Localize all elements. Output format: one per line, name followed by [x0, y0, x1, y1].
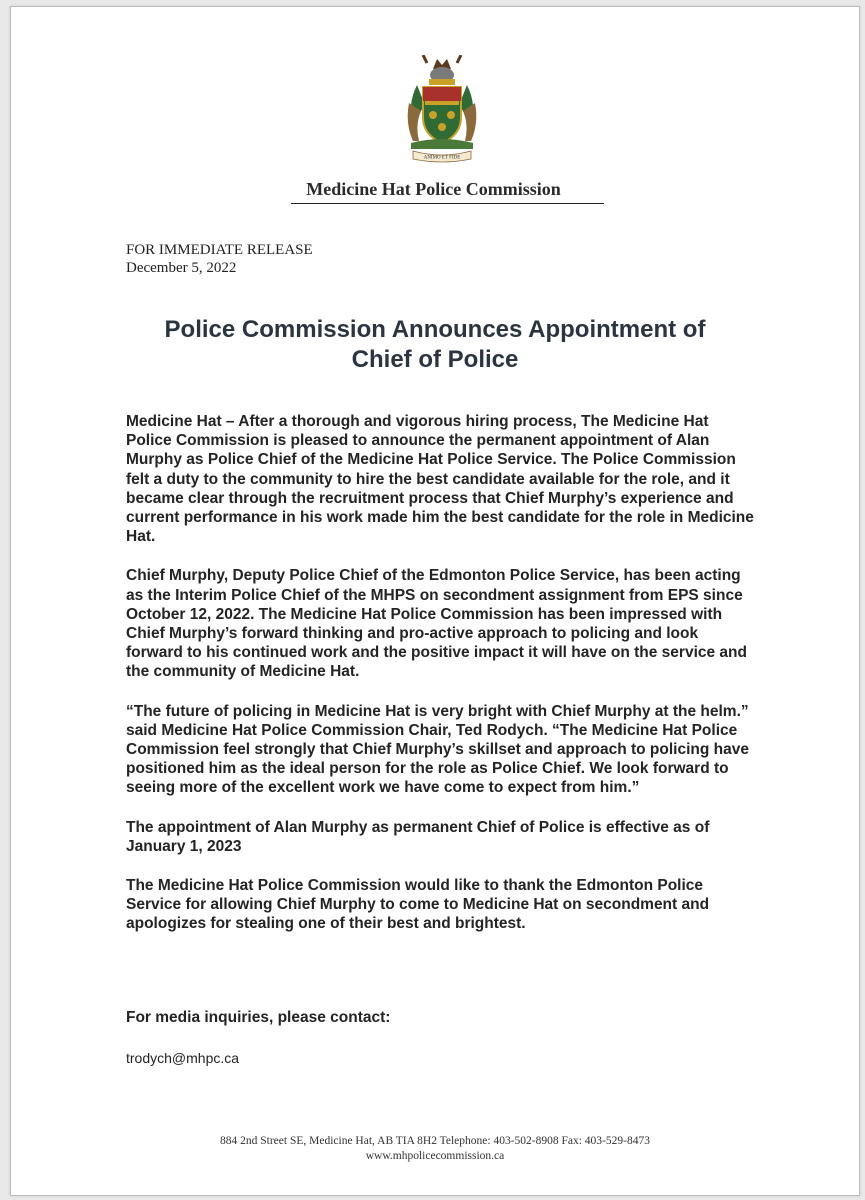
body-paragraph: The appointment of Alan Murphy as permanent Chief of Police is effective as of January 1, 2023: [126, 818, 710, 855]
headline-line-2: Chief of Police: [351, 346, 519, 373]
headline-line-1: Police Commission Announces Appointment of: [164, 316, 706, 343]
headline: [11, 315, 859, 375]
release-label: FOR IMMEDIATE RELEASE: [126, 242, 313, 258]
release-block: [126, 241, 313, 277]
contact-email[interactable]: trodych@mhpc.ca: [126, 1050, 240, 1066]
release-date: December 5, 2022: [126, 260, 237, 276]
footer-website[interactable]: www.mhpolicecommission.ca: [365, 1150, 505, 1162]
document-page: [10, 6, 860, 1196]
body-paragraph: Chief Murphy, Deputy Police Chief of the Edmonton Police Service, has been acting as the Interim Police Chief of the MHPS on secondment assignment from EPS since October 12, 2022. The Medicine Hat Police Commission has been impressed with Chief Murphy’s forward thinking and pro-active approach to policing and look forward to his continued work and the positive impact it will have on the service and the community of Medicine Hat.: [126, 567, 747, 681]
body-paragraph: The Medicine Hat Police Commission would like to thank the Edmonton Police Service for allowing Chief Murphy to come to Medicine Hat on secondment and apologizes for stealing one of their best and brightest.: [126, 877, 710, 933]
footer: [11, 1134, 859, 1164]
coat-of-arms-icon: [403, 55, 481, 165]
crest-motto: ANIMO ET FIDE: [423, 155, 461, 161]
organization-name: Medicine Hat Police Commission: [306, 179, 561, 199]
header-divider: [291, 203, 604, 204]
body-paragraph: “The future of policing in Medicine Hat is very bright with Chief Murphy at the helm.” said Medicine Hat Police Commission Chair, Ted Rodych. “The Medicine Hat Police Commission feel strongly that Chief Murphy’s skillset and approach to policing have positioned him as the ideal person for the role as Police Chief. We look forward to seeing more of the excellent work we have come to expect from him.”: [126, 702, 749, 797]
body-paragraph: Medicine Hat – After a thorough and vigorous hiring process, The Medicine Hat Police Commission is pleased to announce the permanent appointment of Alan Murphy as Police Chief of the Medicine Hat Police Service. The Police Commission felt a duty to the community to hire the best candidate available for the role, and it became clear through the recruitment process that Chief Murphy’s experience and current performance in his work made him the best candidate for the role in Medicine Hat.: [126, 413, 754, 546]
footer-address: 884 2nd Street SE, Medicine Hat, AB TIA 8H2 Telephone: 403-502-8908 Fax: 403-529-8473: [220, 1135, 650, 1147]
contact-label: For media inquiries, please contact:: [126, 1009, 391, 1026]
press-release-body: [126, 412, 758, 954]
